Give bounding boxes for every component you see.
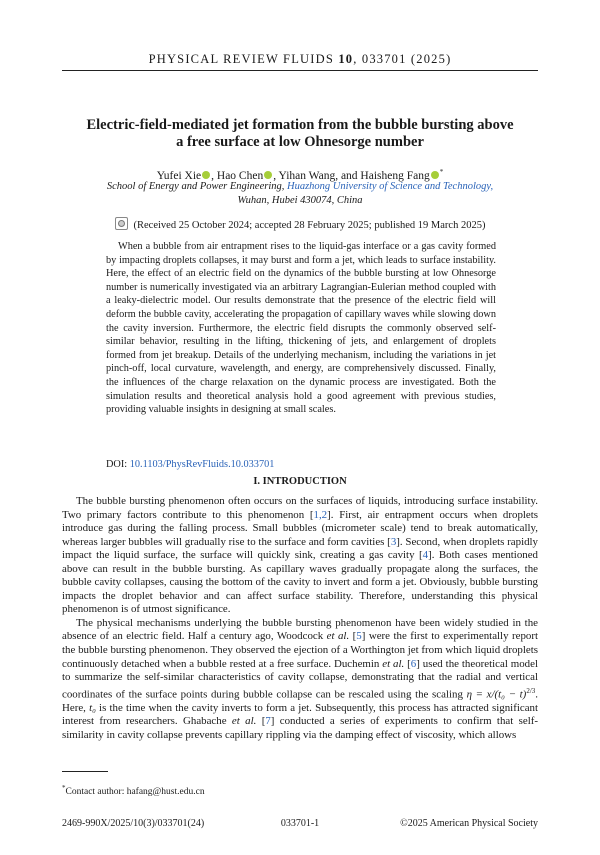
corresponding-mark: * [439,168,444,176]
citation-link[interactable]: 5 [356,630,362,643]
footer-issn: 2469-990X/2025/10(3)/033701(24) [62,818,205,829]
journal-volume: 10 [338,52,354,66]
page-number: 033701-1 [280,818,320,829]
paper-title [80,117,520,151]
section-heading: I. INTRODUCTION [253,476,347,487]
citation-link[interactable]: 1,2 [313,508,328,521]
paragraph-2: The physical mechanisms underlying the bubble bursting phenomenon have been widely studied in the absence of an electric field. Half a century ago, Woodcock et al. [5] were the first to experimentally report the bubble bursting phenomenon. They observed the ejection of a Worthington jet from which liquid droplets continuously detached when a bubble rested at a free surface. Duchemin et al. [6] used the theoretical model to summarize the self-similar characteristics of cavity collapse, demonstrating that the radial and vertical coordinates of the surface points during bubble collapse can be rescaled using the scaling $\eta = x/(t_0 - t)^{2/3}$. Here, t₀ is the time when the cavity inverts to form a jet. Subsequently, this process has attracted significant interest from researchers. Ghabache et al. [7] conducted a series of experiments to confirm that self-similarity in cavity collapse prevents capillary rippling via the damping effect of viscosity, which allows [62,616,539,741]
author-1[interactable]: Yufei Xie [156,169,202,182]
check-for-updates-icon[interactable] [115,217,128,230]
equation-exponent: 2/3 [526,686,536,695]
citation-link[interactable]: 4 [422,549,429,562]
footnote-rule [62,771,108,772]
doi-label: DOI: [106,459,130,470]
doi-line [106,459,274,470]
affiliation-address: Wuhan, Hubei 430074, China [237,194,363,206]
affiliation [62,180,538,207]
journal-header [62,52,538,67]
article-id: , 033701 (2025) [353,52,452,66]
header-rule [62,70,538,71]
paragraph-1: The bubble bursting phenomenon often occurs on the surfaces of liquids, introducing surface instability. Two primary factors contribute to this phenomenon [1,2]. First, air entrapment occurs when droplets introduce gas during the falling process. Small bubbles (micrometer scale) tend to break automatically, whereas larger bubbles will gradually rise to the surface and form cavities [3]. Second, when droplets rapidly impact the liquid surface, the surface will quickly sink, creating a gas cavity [4]. Both cases mentioned above can result in the bubble bursting. As capillary waves gradually propagate along the surfaces, the bubble cavity collapses, causing the bottom of the cavity to invert and form a jet. Obviously, bubble bursting impacts the droplet behavior and can affect surface stability. Therefore, understanding this physical phenomenon is of utmost significance. [62,495,539,616]
citation-link[interactable]: 7 [265,715,271,728]
orcid-icon[interactable] [264,171,272,179]
author-3-4[interactable]: , Yihan Wang, and Haisheng Fang [273,169,430,182]
equation: η = x/(t₀ − t) [466,688,527,701]
abstract: When a bubble from air entrapment rises to the liquid-gas interface or a gas cavity formed by impacting droplets collapses, it may burst and form a jet, which leads to surface instability. Here, the effect of an electric field on the dynamics of the bubble bursting at low Ohnesorge number is numerically investigated via an arbitrary Lagrangian-Eulerian method coupled with a leaky-dielectric model. Our results demonstrate that the presence of the electric field will deform the bubble cavity, accelerating the propagation of capillary waves while slowing down the cavity inversion. Furthermore, the electric field disrupts the commonly observed self-similar behavior, resulting in the lifting, thickening of jets, and enlargement of droplets formed from jet breakup. Details of the underlying mechanism, including the variations in jet pinch-off, local curvature, wavelength, and energy, are comprehensively discussed. Finally, the influences of the charge relaxation on the dynamic process are investigated. Both the simulation results and theoretical analysis hold a good agreement with previous studies, providing valuable insights in designing at small scales. [106,241,496,416]
title-line-1: Electric-field-mediated jet formation from the bubble bursting above [86,117,514,133]
received-text: (Received 25 October 2024; accepted 28 February 2025; published 19 March 2025) [133,220,486,231]
university-link[interactable]: Huazhong University of Science and Technology, [287,181,494,192]
citation-link[interactable]: 3 [390,535,397,548]
doi-link[interactable]: 10.1103/PhysRevFluids.10.033701 [129,459,275,470]
title-line-2: a free surface at low Ohnesorge number [176,134,424,150]
footer-copyright: ©2025 American Physical Society [400,818,538,829]
body-text [62,495,538,742]
journal-name: PHYSICAL REVIEW FLUIDS [148,52,334,66]
author-2[interactable]: , Hao Chen [211,169,264,182]
orcid-icon[interactable] [431,171,439,179]
citation-link[interactable]: 6 [410,657,417,670]
received-dates [62,217,538,231]
footnote: *Contact author: hafang@hust.edu.cn [62,784,205,798]
orcid-icon[interactable] [202,171,210,179]
affiliation-school: School of Energy and Power Engineering, [106,181,288,192]
